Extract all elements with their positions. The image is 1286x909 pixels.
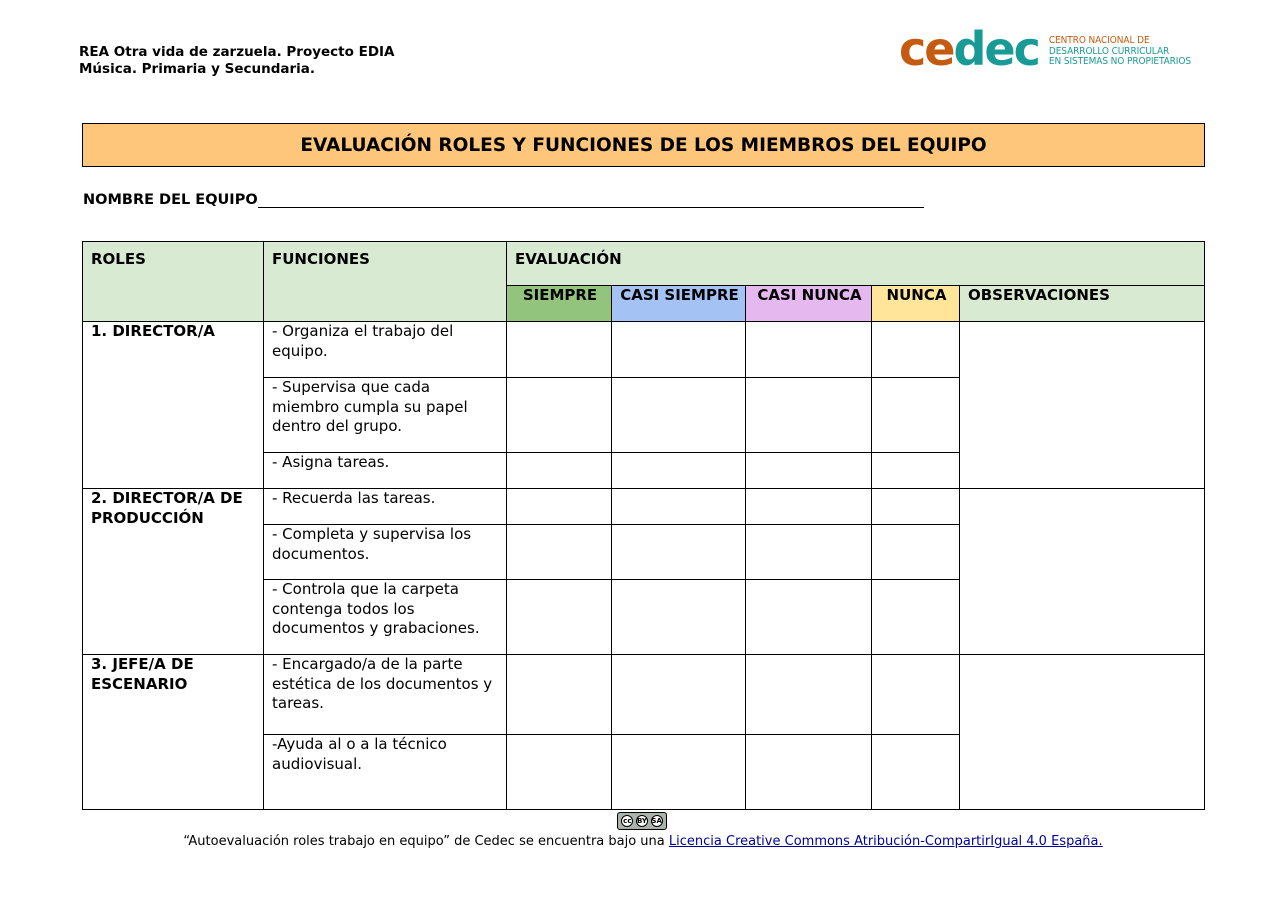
evaluation-table xyxy=(82,241,1205,810)
header-observaciones: OBSERVACIONES xyxy=(960,286,1205,322)
header-nunca: NUNCA xyxy=(872,286,960,322)
header-line-subject: Música. Primaria y Secundaria. xyxy=(79,61,315,77)
cell-observaciones[interactable] xyxy=(960,489,1205,655)
cell-casi-nunca[interactable] xyxy=(746,378,872,453)
cell-nunca[interactable] xyxy=(872,378,960,453)
cell-siempre[interactable] xyxy=(507,378,612,453)
cell-observaciones[interactable] xyxy=(960,322,1205,489)
function-cell: - Completa y supervisa los documentos. xyxy=(264,525,507,580)
function-cell: - Asigna tareas. xyxy=(264,453,507,489)
function-cell: -Ayuda al o a la técnico audiovisual. xyxy=(264,735,507,810)
creative-commons-badge-icon xyxy=(617,812,667,830)
function-cell: - Controla que la carpeta contenga todos los documentos y grabaciones. xyxy=(264,580,507,655)
cell-nunca[interactable] xyxy=(872,525,960,580)
team-name-label: NOMBRE DEL EQUIPO xyxy=(83,192,258,208)
cedec-logo-tagline: CENTRO NACIONAL DE DESARROLLO CURRICULAR EN SISTEMAS NO PROPIETARIOS xyxy=(1048,35,1191,68)
cell-siempre[interactable] xyxy=(507,580,612,655)
header-casi-nunca: CASI NUNCA xyxy=(746,286,872,322)
cell-casi-nunca[interactable] xyxy=(746,735,872,810)
sa-icon: SA xyxy=(651,817,662,825)
header-funciones: FUNCIONES xyxy=(264,242,507,322)
role-jefe-escenario: 3. JEFE/A DE ESCENARIO xyxy=(83,655,264,810)
team-name-field[interactable] xyxy=(83,190,924,208)
cedec-logo xyxy=(899,22,1191,76)
cc-icon: cc xyxy=(623,817,632,825)
cell-nunca[interactable] xyxy=(872,735,960,810)
cell-casi-nunca[interactable] xyxy=(746,655,872,735)
cell-nunca[interactable] xyxy=(872,489,960,525)
table-row xyxy=(83,489,1205,525)
cell-casi-nunca[interactable] xyxy=(746,489,872,525)
function-cell: - Organiza el trabajo del equipo. xyxy=(264,322,507,378)
license-footer xyxy=(0,834,1286,849)
cell-casi-siempre[interactable] xyxy=(612,525,746,580)
cell-observaciones[interactable] xyxy=(960,655,1205,810)
cell-siempre[interactable] xyxy=(507,453,612,489)
role-director: 1. DIRECTOR/A xyxy=(83,322,264,489)
cell-siempre[interactable] xyxy=(507,525,612,580)
by-icon: BY xyxy=(636,817,647,825)
cell-siempre[interactable] xyxy=(507,489,612,525)
table-row xyxy=(83,322,1205,378)
header-evaluacion: EVALUACIÓN xyxy=(507,242,1205,286)
header-casi-siempre: CASI SIEMPRE xyxy=(612,286,746,322)
cell-casi-siempre[interactable] xyxy=(612,580,746,655)
function-cell: - Recuerda las tareas. xyxy=(264,489,507,525)
cell-casi-siempre[interactable] xyxy=(612,322,746,378)
header-siempre: SIEMPRE xyxy=(507,286,612,322)
cell-casi-siempre[interactable] xyxy=(612,453,746,489)
function-cell: - Supervisa que cada miembro cumpla su papel dentro del grupo. xyxy=(264,378,507,453)
cell-casi-siempre[interactable] xyxy=(612,489,746,525)
cell-nunca[interactable] xyxy=(872,322,960,378)
cell-siempre[interactable] xyxy=(507,322,612,378)
team-name-blank-line[interactable] xyxy=(258,190,924,208)
cell-casi-nunca[interactable] xyxy=(746,322,872,378)
license-link[interactable]: Licencia Creative Commons Atribución-CompartirIgual 4.0 España. xyxy=(668,834,1103,849)
document-header xyxy=(79,44,395,78)
cell-casi-nunca[interactable] xyxy=(746,525,872,580)
function-cell: - Encargado/a de la parte estética de los documentos y tareas. xyxy=(264,655,507,735)
cell-casi-siempre[interactable] xyxy=(612,655,746,735)
license-text: “Autoevaluación roles trabajo en equipo” de Cedec se encuentra bajo una xyxy=(183,834,669,849)
cell-siempre[interactable] xyxy=(507,735,612,810)
cell-siempre[interactable] xyxy=(507,655,612,735)
role-director-produccion: 2. DIRECTOR/A DE PRODUCCIÓN xyxy=(83,489,264,655)
page-title: EVALUACIÓN ROLES Y FUNCIONES DE LOS MIEMBROS DEL EQUIPO xyxy=(82,123,1205,167)
table-row xyxy=(83,655,1205,735)
cedec-logo-word: cedec xyxy=(899,22,1039,76)
header-roles: ROLES xyxy=(83,242,264,322)
cell-casi-nunca[interactable] xyxy=(746,453,872,489)
cell-nunca[interactable] xyxy=(872,655,960,735)
cell-nunca[interactable] xyxy=(872,580,960,655)
cell-casi-siempre[interactable] xyxy=(612,378,746,453)
header-line-project: REA Otra vida de zarzuela. Proyecto EDIA xyxy=(79,44,395,60)
cell-casi-nunca[interactable] xyxy=(746,580,872,655)
cell-nunca[interactable] xyxy=(872,453,960,489)
cell-casi-siempre[interactable] xyxy=(612,735,746,810)
